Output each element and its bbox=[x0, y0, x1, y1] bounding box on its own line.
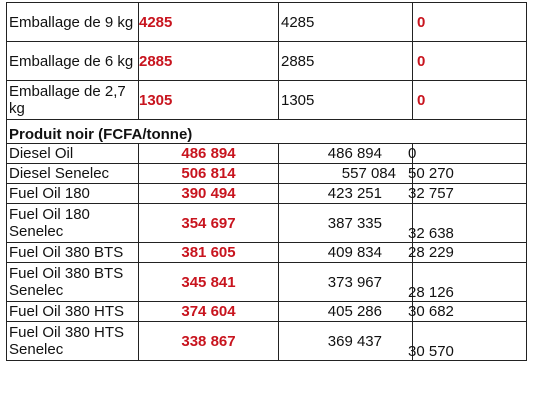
old-price: 409 834 bbox=[279, 243, 413, 263]
table-row bbox=[7, 302, 527, 322]
price-difference bbox=[408, 144, 527, 164]
table-row bbox=[7, 3, 527, 42]
new-price: 354 697 bbox=[139, 204, 279, 243]
table-row bbox=[7, 184, 527, 204]
price-difference bbox=[408, 243, 527, 263]
section-title: Produit noir (FCFA/tonne) bbox=[7, 120, 527, 144]
new-price: 390 494 bbox=[139, 184, 279, 204]
new-price: 374 604 bbox=[139, 302, 279, 322]
price-difference bbox=[408, 302, 527, 322]
new-price: 345 841 bbox=[139, 263, 279, 302]
price-difference bbox=[408, 322, 527, 361]
old-price: 373 967 bbox=[279, 263, 413, 302]
new-price: 1305 bbox=[139, 81, 279, 120]
product-label: Fuel Oil 180 bbox=[7, 184, 139, 204]
price-difference: 0 bbox=[413, 81, 527, 120]
old-price: 387 335 bbox=[279, 204, 413, 243]
new-price: 506 814 bbox=[139, 164, 279, 184]
table-row bbox=[7, 322, 527, 361]
price-difference: 0 bbox=[413, 42, 527, 81]
product-label: Diesel Oil bbox=[7, 144, 139, 164]
old-price: 557 084 bbox=[279, 164, 413, 184]
price-difference-value: 30 682 bbox=[408, 303, 454, 320]
price-difference-value: 32 638 bbox=[408, 225, 454, 242]
price-difference-value: 28 126 bbox=[408, 284, 454, 301]
price-difference-value: 30 570 bbox=[408, 343, 454, 360]
price-table-body bbox=[7, 3, 527, 361]
new-price: 4285 bbox=[139, 3, 279, 42]
product-label: Emballage de 2,7 kg bbox=[7, 81, 139, 120]
price-difference-value: 28 229 bbox=[408, 244, 454, 261]
old-price: 405 286 bbox=[279, 302, 413, 322]
price-difference: 0 bbox=[413, 3, 527, 42]
price-difference-value: 50 270 bbox=[408, 165, 454, 182]
product-label: Fuel Oil 380 BTS bbox=[7, 243, 139, 263]
old-price: 2885 bbox=[279, 42, 413, 81]
price-difference bbox=[408, 184, 527, 204]
price-difference-value: 0 bbox=[408, 145, 417, 162]
price-table-container bbox=[6, 2, 526, 361]
table-row bbox=[7, 42, 527, 81]
price-difference bbox=[408, 164, 527, 184]
new-price: 338 867 bbox=[139, 322, 279, 361]
new-price: 2885 bbox=[139, 42, 279, 81]
product-label: Emballage de 6 kg bbox=[7, 42, 139, 81]
product-label: Fuel Oil 380 HTS bbox=[7, 302, 139, 322]
product-label: Fuel Oil 380 HTS Senelec bbox=[7, 322, 139, 361]
price-difference bbox=[408, 204, 527, 243]
old-price: 4285 bbox=[279, 3, 413, 42]
product-label: Emballage de 9 kg bbox=[7, 3, 139, 42]
product-label: Diesel Senelec bbox=[7, 164, 139, 184]
table-row bbox=[7, 81, 527, 120]
fuel-price-table bbox=[6, 2, 527, 361]
price-difference bbox=[408, 263, 527, 302]
old-price: 423 251 bbox=[279, 184, 413, 204]
table-row bbox=[7, 164, 527, 184]
table-row bbox=[7, 204, 527, 243]
section-header-row bbox=[7, 120, 527, 144]
old-price: 1305 bbox=[279, 81, 413, 120]
product-label: Fuel Oil 180 Senelec bbox=[7, 204, 139, 243]
old-price: 369 437 bbox=[279, 322, 413, 361]
new-price: 486 894 bbox=[139, 144, 279, 164]
table-row bbox=[7, 263, 527, 302]
price-difference-value: 32 757 bbox=[408, 185, 454, 202]
new-price: 381 605 bbox=[139, 243, 279, 263]
table-row bbox=[7, 243, 527, 263]
table-row bbox=[7, 144, 527, 164]
old-price: 486 894 bbox=[279, 144, 413, 164]
product-label: Fuel Oil 380 BTS Senelec bbox=[7, 263, 139, 302]
